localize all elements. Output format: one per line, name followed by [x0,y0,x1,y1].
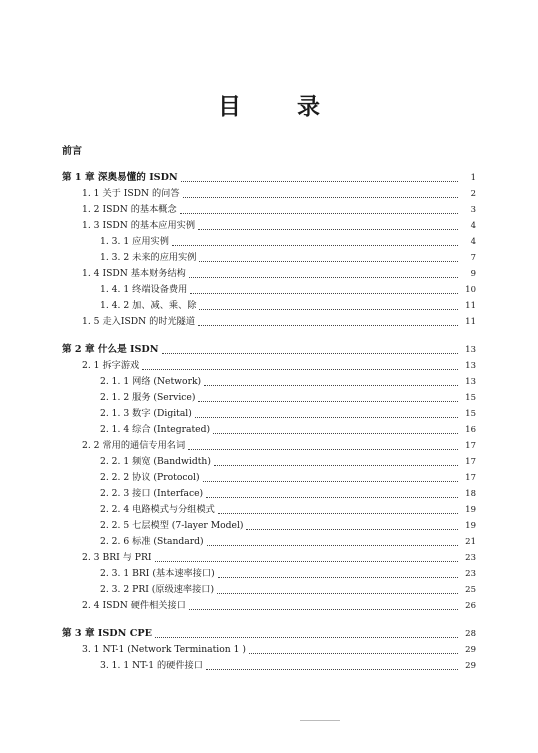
toc-section-entry[interactable] [100,298,476,312]
toc-page-number: 16 [465,425,476,435]
toc-section-entry[interactable] [100,422,476,436]
toc-page-number: 21 [465,537,476,547]
dot-leader [198,315,458,326]
toc-section-entry[interactable] [100,486,476,500]
toc-entry-title: 1. 4. 1 终端设备费用 [100,284,188,295]
toc-page-number: 15 [465,409,476,419]
dot-leader [246,519,458,530]
toc-entry-title: 2. 3. 1 BRI (基本速率接口) [100,568,215,579]
toc-page-number: 3 [470,205,476,215]
toc-section-entry[interactable] [82,186,476,200]
toc-page-number: 11 [465,317,476,327]
dot-leader [218,503,458,514]
toc-entry-title: 2. 1. 1 网络 (Network) [100,376,202,387]
toc-entry-title: 2. 2. 5 七层模型 (7-layer Model) [100,520,244,531]
toc-page-number: 17 [465,457,476,467]
toc-section-entry[interactable] [100,454,476,468]
dot-leader [198,219,458,230]
toc-page-number: 2 [470,189,476,199]
dot-leader [162,343,458,354]
toc-section-entry[interactable] [100,250,476,264]
dot-leader [213,423,458,434]
toc-page-number: 23 [465,553,476,563]
toc-entry-title: 1. 4 ISDN 基本财务结构 [82,268,186,279]
toc-section-entry[interactable] [82,550,476,564]
toc-page-number: 13 [465,377,476,387]
toc-section-entry[interactable] [82,358,476,372]
dot-leader [155,627,458,638]
toc-section-entry[interactable] [100,282,476,296]
toc-page-number: 17 [465,473,476,483]
toc-page-number: 13 [465,361,476,371]
toc-entry-title: 1. 2 ISDN 的基本概念 [82,204,177,215]
dot-leader [199,251,458,262]
dot-leader [181,171,458,182]
toc-entry-title: 2. 2. 1 频宽 (Bandwidth) [100,456,211,467]
toc-page-number: 23 [465,569,476,579]
dot-leader [199,299,458,310]
toc-page-number: 29 [465,661,476,671]
toc-page-number: 10 [465,285,476,295]
toc-section-entry[interactable] [100,534,476,548]
toc-section-entry[interactable] [100,658,476,672]
toc-section-entry[interactable] [100,470,476,484]
toc-page-number: 18 [465,489,476,499]
toc-section-entry[interactable] [100,518,476,532]
toc-page-number: 19 [465,505,476,515]
toc-entry-title: 第 3 章 ISDN CPE [62,628,152,639]
dot-leader [183,187,458,198]
toc-entry-title: 2. 1. 2 服务 (Service) [100,392,196,403]
preface-entry: 前言 [62,146,82,157]
dot-leader [142,359,458,370]
toc-section-entry[interactable] [100,502,476,516]
toc-page-number: 1 [470,173,476,183]
toc-page-number: 9 [470,269,476,279]
toc-entry-title: 2. 2. 6 标准 (Standard) [100,536,204,547]
toc-section-entry[interactable] [82,218,476,232]
toc-chapter-entry[interactable] [62,626,476,640]
toc-section-entry[interactable] [100,390,476,404]
toc-page-number: 28 [465,629,476,639]
toc-chapter-entry[interactable] [62,342,476,356]
toc-entry-title: 1. 3 ISDN 的基本应用实例 [82,220,196,231]
toc-entry-title: 2. 1. 3 数字 (Digital) [100,408,192,419]
toc-entry-title: 2. 2 常用的通信专用名词 [82,440,186,451]
toc-entry-title: 2. 4 ISDN 硬件相关接口 [82,600,186,611]
toc-page-number: 4 [470,221,476,231]
toc-section-entry[interactable] [82,642,476,656]
dot-leader [155,551,458,562]
toc-section-entry[interactable] [82,266,476,280]
dot-leader [249,643,458,654]
toc-page-number: 7 [470,253,476,263]
toc-page-number: 15 [465,393,476,403]
dot-leader [203,471,458,482]
page-title: 目 录 [217,94,344,120]
toc-entry-title: 2. 2. 4 电路模式与分组模式 [100,504,215,515]
toc-section-entry[interactable] [82,202,476,216]
toc-entry-title: 2. 2. 2 协议 (Protocol) [100,472,200,483]
toc-entry-title: 1. 4. 2 加、减、乘、除 [100,300,197,311]
toc-section-entry[interactable] [100,234,476,248]
toc-entry-title: 3. 1 NT-1 (Network Termination 1 ) [82,644,246,655]
toc-page-number: 11 [465,301,476,311]
toc-chapter-entry[interactable] [62,170,476,184]
toc-page-number: 17 [465,441,476,451]
toc-section-entry[interactable] [100,374,476,388]
dot-leader [189,267,458,278]
toc-page-number: 4 [470,237,476,247]
toc-section-entry[interactable] [82,438,476,452]
dot-leader [198,391,458,402]
toc-section-entry[interactable] [100,582,476,596]
dot-leader [207,535,458,546]
dot-leader [204,375,458,386]
toc-entry-title: 2. 1 拆字游戏 [82,360,140,371]
dot-leader [188,439,458,450]
toc-entry-title: 第 1 章 深奥易懂的 ISDN [62,172,178,183]
toc-page-number: 29 [465,645,476,655]
toc-page-number: 13 [465,345,476,355]
toc-entry-title: 1. 3. 1 应用实例 [100,236,169,247]
toc-entry-title: 1. 5 走入ISDN 的时光隧道 [82,316,196,327]
toc-section-entry[interactable] [82,598,476,612]
dot-leader [180,203,458,214]
dot-leader [172,235,458,246]
dot-leader [206,659,458,670]
toc-page-number: 25 [465,585,476,595]
dot-leader [190,283,458,294]
toc-entry-title: 2. 2. 3 接口 (Interface) [100,488,204,499]
toc-entry-title: 3. 1. 1 NT-1 的硬件接口 [100,660,203,671]
toc-entry-title: 2. 3 BRI 与 PRI [82,552,152,563]
dot-leader [195,407,458,418]
toc-entry-title: 1. 1 关于 ISDN 的问答 [82,188,180,199]
toc-page-number: 19 [465,521,476,531]
dot-leader [189,599,458,610]
toc-entry-title: 2. 3. 2 PRI (原级速率接口) [100,584,215,595]
toc-entry-title: 2. 1. 4 综合 (Integrated) [100,424,211,435]
scan-mark [300,720,340,721]
toc-entry-title: 1. 3. 2 未来的应用实例 [100,252,197,263]
dot-leader [214,455,458,466]
toc-section-entry[interactable] [82,314,476,328]
toc-page-number: 26 [465,601,476,611]
toc-section-entry[interactable] [100,566,476,580]
dot-leader [217,583,458,594]
dot-leader [206,487,458,498]
toc-section-entry[interactable] [100,406,476,420]
dot-leader [218,567,458,578]
toc-entry-title: 第 2 章 什么是 ISDN [62,344,159,355]
